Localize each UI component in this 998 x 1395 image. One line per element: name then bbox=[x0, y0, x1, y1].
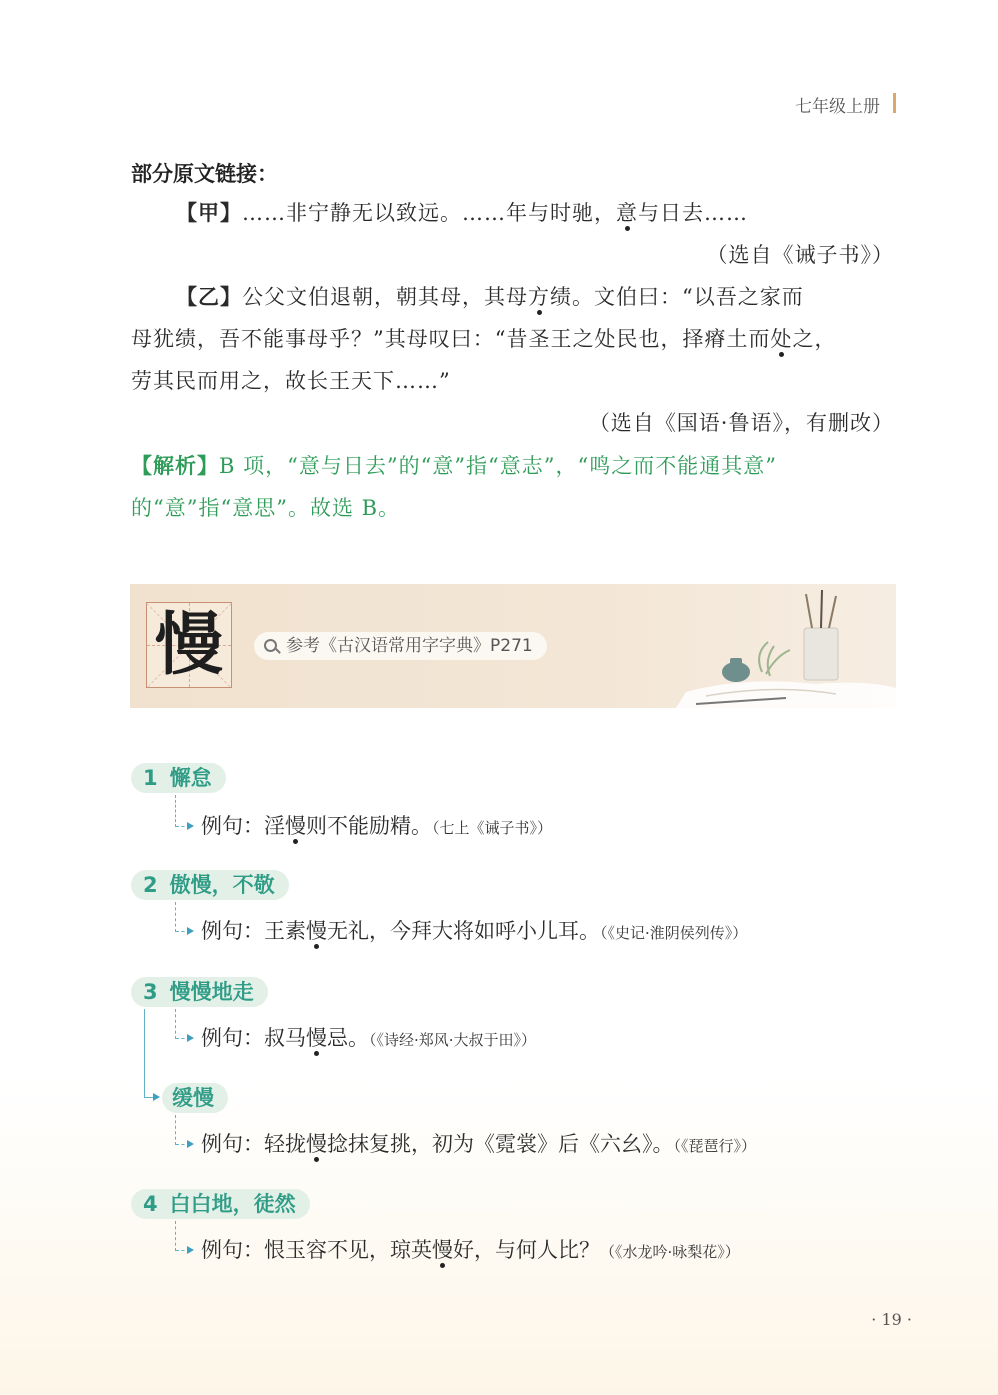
meaning-3-sub-label: 缓慢 bbox=[172, 1086, 214, 1110]
passage-jia: 【甲】……非宁静无以致远。……年与时驰，意与日去…… bbox=[176, 201, 748, 225]
meaning-4-num: 4 bbox=[143, 1192, 158, 1216]
meaning-3-sub-tag bbox=[162, 1083, 228, 1113]
meaning-3-num: 3 bbox=[143, 980, 158, 1004]
passage-yi-line3: 劳其民而用之，故长王天下……” bbox=[131, 369, 451, 393]
arrow-icon bbox=[187, 1034, 194, 1042]
character-banner bbox=[130, 584, 896, 708]
arrow-icon bbox=[187, 1246, 194, 1254]
arrow-icon bbox=[187, 927, 194, 935]
grade-divider bbox=[893, 93, 896, 113]
passage-yi-source: （选自《国语·鲁语》，有删改） bbox=[588, 411, 894, 435]
reference-text: 参考《古汉语常用字字典》P271 bbox=[286, 636, 533, 656]
meaning-2-num: 2 bbox=[143, 873, 158, 897]
analysis-line2: 的“意”指“意思”。故选 B。 bbox=[131, 496, 401, 520]
meaning-1-label: 懈怠 bbox=[169, 766, 212, 790]
passage-jia-source: （选自《诫子书》） bbox=[706, 243, 894, 267]
section-title: 部分原文链接： bbox=[131, 162, 278, 186]
arrow-icon bbox=[187, 822, 194, 830]
character-box bbox=[146, 602, 232, 688]
decoration-illustration bbox=[666, 584, 896, 708]
analysis-line1: 【解析】B 项，“意与日去”的“意”指“意志”，“鸣之而不能通其意” bbox=[131, 454, 777, 478]
meaning-3-example: 例句：叔马慢忌。（《诗经·郑风·大叔于田》） bbox=[201, 1026, 537, 1050]
passage-yi-line1: 【乙】公父文伯退朝，朝其母，其母方绩。文伯曰：“以吾之家而 bbox=[176, 285, 804, 309]
headword-character: 慢 bbox=[154, 605, 223, 685]
arrow-icon bbox=[187, 1140, 194, 1148]
reference-pill bbox=[254, 632, 547, 660]
meaning-3-label: 慢慢地走 bbox=[169, 980, 254, 1004]
meaning-1-num: 1 bbox=[143, 766, 158, 790]
meaning-4-tag bbox=[131, 1189, 310, 1219]
search-icon bbox=[264, 639, 277, 652]
passage-jia-bracket: 【甲】 bbox=[176, 201, 242, 225]
meaning-3-sub-example: 例句：轻拢慢捻抹复挑，初为《霓裳》后《六幺》。（《琵琶行》） bbox=[201, 1132, 757, 1156]
passage-yi-line2: 母犹绩，吾不能事母乎？”其母叹曰：“昔圣王之处民也，择瘠土而处之， bbox=[131, 327, 837, 351]
meaning-1-example: 例句：淫慢则不能励精。（七上《诫子书》） bbox=[201, 814, 553, 838]
page-number: · 19 · bbox=[871, 1310, 912, 1329]
arrow-icon bbox=[153, 1093, 160, 1101]
meaning-2-tag bbox=[131, 870, 289, 900]
meaning-4-example: 例句：恨玉容不见，琼英慢好，与何人比？（《水龙吟·咏梨花》） bbox=[201, 1238, 740, 1262]
meaning-2-example: 例句：王素慢无礼，今拜大将如呼小儿耳。（《史记·淮阴侯列传》） bbox=[201, 919, 748, 943]
analysis-bracket: 【解析】 bbox=[131, 454, 219, 478]
meaning-2-label: 傲慢，不敬 bbox=[169, 873, 275, 897]
meaning-3-tag bbox=[131, 977, 268, 1007]
meaning-1-tag bbox=[131, 763, 226, 793]
passage-yi-bracket: 【乙】 bbox=[176, 285, 242, 309]
meaning-4-label: 白白地，徒然 bbox=[169, 1192, 296, 1216]
grade-label: 七年级上册 bbox=[795, 97, 880, 117]
